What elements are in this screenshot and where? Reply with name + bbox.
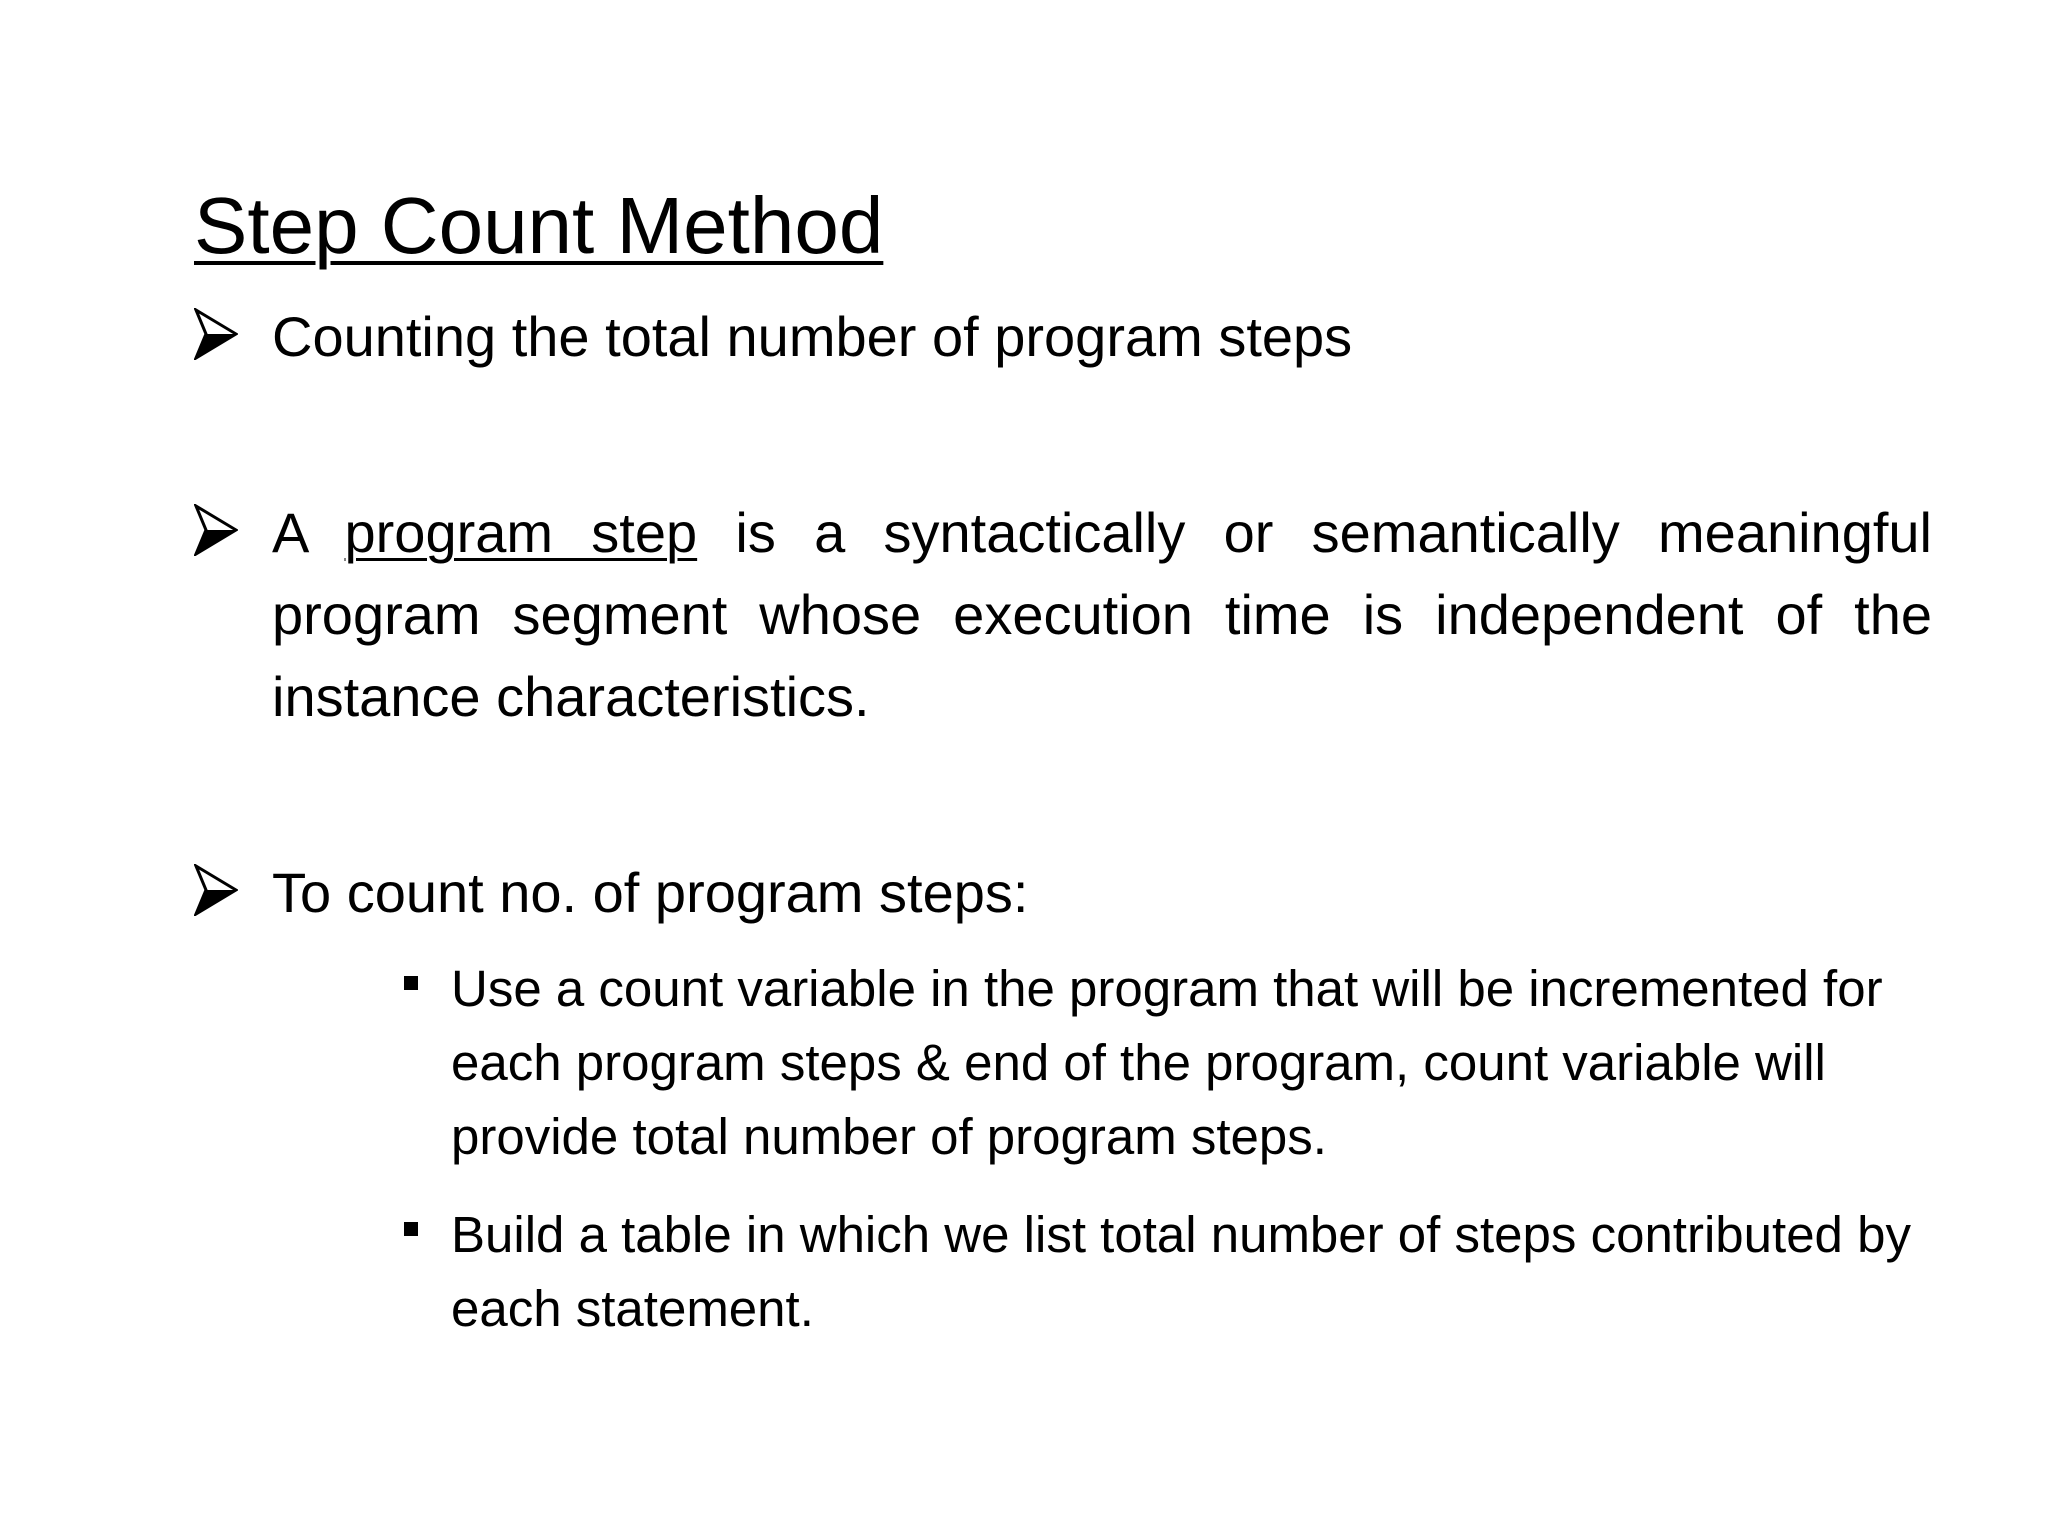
arrow-bullet-icon [194,504,238,556]
arrow-bullet-icon [194,864,238,916]
slide-title: Step Count Method [194,181,884,270]
arrow-bullet-icon [194,308,238,360]
bullet-suffix: is a syntactically or semantically meaningful program segment whose execution time is independent of the instance characteristics. [272,501,1932,728]
bullet-text: Counting the total number of program steps [272,305,1353,368]
bullet-text [272,492,1932,738]
square-bullet-icon [404,1222,418,1236]
sub-bullet-text: Build a table in which we list total number of steps contributed by each statement. [451,1206,1911,1337]
sub-bullet-text: Use a count variable in the program that will be incremented for each program steps & end of the program, count variable will provide total number of program steps. [451,960,1883,1165]
bullet-prefix: A [272,501,345,564]
bullet-text: To count no. of program steps: [272,861,1029,924]
square-bullet-icon [404,976,418,990]
program-step-term: program step [344,501,698,564]
